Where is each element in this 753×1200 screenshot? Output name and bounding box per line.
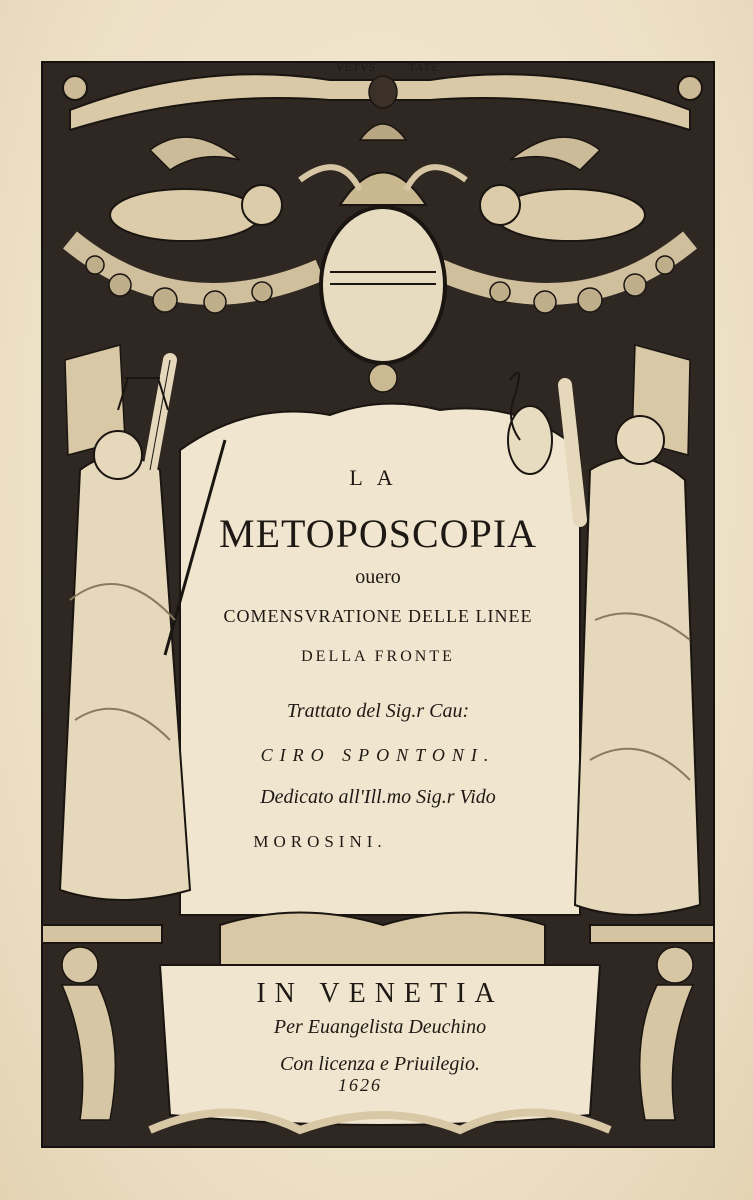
- corner-orb-right: [678, 76, 702, 100]
- cherub-mask: [369, 364, 397, 392]
- corner-orb-left: [63, 76, 87, 100]
- pedestal-right: [590, 925, 714, 943]
- imprint-place: IN VENETIA: [256, 978, 504, 1009]
- author-name: CIRO SPONTONI.: [260, 745, 496, 765]
- title-article: LA: [349, 465, 407, 490]
- motto-ribbon: [318, 63, 458, 81]
- dedicatee-name: MOROSINI.: [253, 832, 387, 851]
- mirror-icon: [508, 406, 552, 474]
- dedication-line: Dedicato all'Ill.mo Sig.r Vido: [260, 786, 496, 808]
- title-conjunction: ouero: [355, 566, 401, 588]
- pedestal-left: [42, 925, 162, 943]
- imprint-license: Con licenza e Priuilegio.: [280, 1053, 480, 1075]
- imprint-printer: Per Euangelista Deuchino: [273, 1016, 487, 1038]
- motto-left: VETVS: [336, 63, 377, 74]
- subtitle-line-1: COMENSVRATIONE DELLE LINEE: [223, 606, 533, 626]
- motto-right: TATE: [408, 63, 440, 74]
- imprint-year: 1626: [338, 1075, 382, 1095]
- subtitle-line-2: DELLA FRONTE: [301, 648, 455, 665]
- book-title: METOPOSCOPIA: [219, 511, 537, 556]
- treatise-line: Trattato del Sig.r Cau:: [286, 700, 470, 722]
